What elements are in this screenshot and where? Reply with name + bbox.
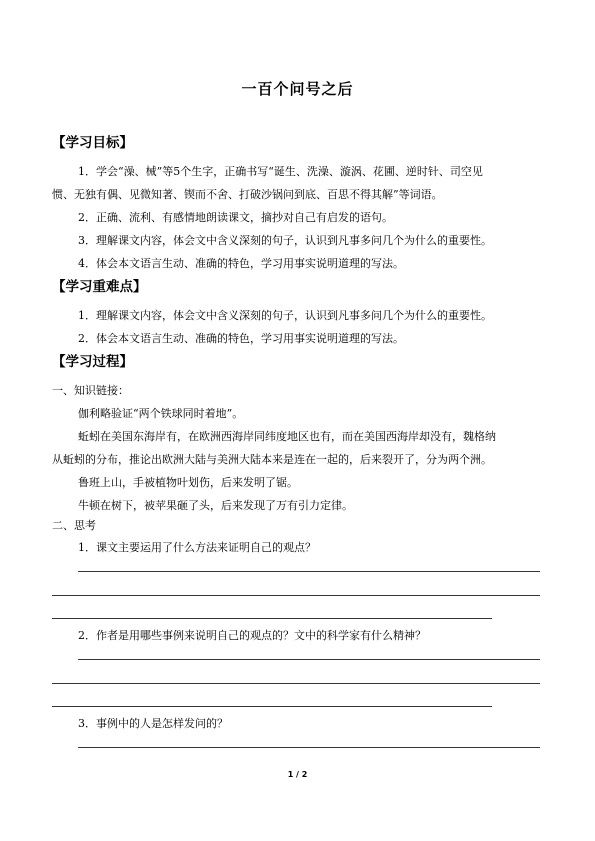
section-heading-process: 【学习过程】 xyxy=(52,354,133,370)
goal-item-1: 1．学会“澡、械”等5个生字，正确书写“诞生、洗澡、漩涡、花圃、逆时针、司空见 xyxy=(78,165,483,178)
question-3: 3．事例中的人是怎样发问的？ xyxy=(78,717,228,730)
answer-line[interactable] xyxy=(52,683,540,684)
answer-line[interactable] xyxy=(52,618,492,619)
think-label: 二、思考 xyxy=(52,519,96,532)
question-2: 2．作者是用哪些事例来说明自己的观点的？文中的科学家有什么精神？ xyxy=(78,629,426,642)
answer-line[interactable] xyxy=(78,659,540,660)
answer-line[interactable] xyxy=(52,706,492,707)
section-heading-goals: 【学习目标】 xyxy=(52,135,133,151)
knowledge-line-2: 蚯蚓在美国东海岸有，在欧洲西海岸同纬度地区也有，而在美国西海岸却没有，魏格纳 xyxy=(78,430,496,443)
goal-item-4: 4．体会本文语言生动、准确的特色，学习用事实说明道理的写法。 xyxy=(78,257,404,270)
page-number: 1 / 2 xyxy=(287,770,308,779)
knowledge-line-2-cont: 从蚯蚓的分布，推论出欧洲大陆与美洲大陆本来是连在一起的，后来裂开了，分为两个洲。 xyxy=(52,453,492,466)
answer-line[interactable] xyxy=(52,595,540,596)
goal-item-1-cont: 惯、无独有偶、见微知著、锲而不舍、打破沙锅问到底、百思不得其解”等词语。 xyxy=(52,188,443,201)
question-1: 1．课文主要运用了什么方法来证明自己的观点？ xyxy=(78,541,316,554)
knowledge-line-4: 牛顿在树下，被苹果砸了头，后来发现了万有引力定律。 xyxy=(78,499,353,512)
knowledge-line-3: 鲁班上山，手被植物叶划伤，后来发明了锯。 xyxy=(78,476,298,489)
answer-line[interactable] xyxy=(78,747,540,748)
key-point-1: 1．理解课文内容，体会文中含义深刻的句子，认识到凡事多问几个为什么的重要性。 xyxy=(78,309,492,322)
knowledge-link-label: 一、知识链接： xyxy=(52,384,129,397)
page-title: 一百个问号之后 xyxy=(241,80,354,98)
section-heading-key-points: 【学习重难点】 xyxy=(52,279,147,295)
key-point-2: 2．体会本文语言生动、准确的特色，学习用事实说明道理的写法。 xyxy=(78,332,404,345)
goal-item-3: 3．理解课文内容，体会文中含义深刻的句子，认识到凡事多问几个为什么的重要性。 xyxy=(78,234,492,247)
knowledge-line-1: 伽利略验证“两个铁球同时着地”。 xyxy=(78,407,244,420)
answer-line[interactable] xyxy=(78,571,540,572)
goal-item-2: 2．正确、流利、有感情地朗读课文，摘抄对自己有启发的语句。 xyxy=(78,211,393,224)
